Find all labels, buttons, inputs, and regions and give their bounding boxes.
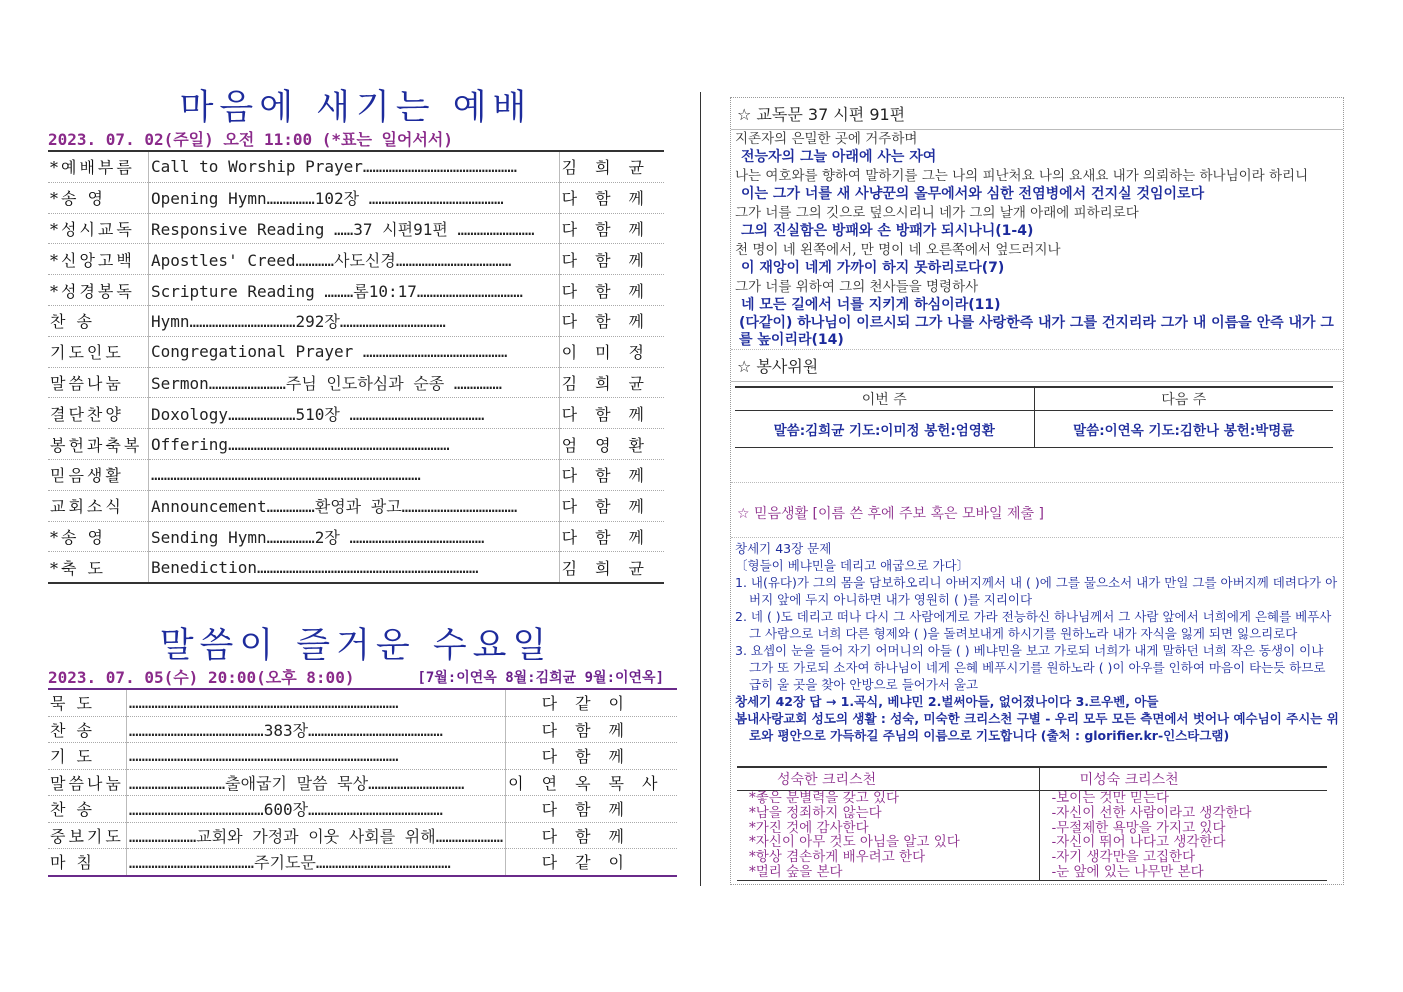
sunday-order-table [48,150,664,584]
wednesday-date: 2023. 07. 05(수) 20:00(오후 8:00) [48,668,355,688]
immature-list [1039,791,1327,881]
congregation-line: 전능자의 그늘 아래에 사는 자여 [741,149,937,165]
christian-comparison-table [737,766,1327,881]
order-leader: 김희균 [561,158,662,178]
order-label: 말씀나눔 [48,769,126,796]
order-label: 중보기도 [48,822,126,849]
order-leader: 다함께 [561,281,662,301]
order-row [48,849,677,876]
order-label: 찬 송 [48,796,126,823]
quiz-subtitle: 〔형들이 베냐민을 데리고 애굽으로 가다〕 [735,558,970,573]
order-label: *성시교독 [48,213,149,244]
order-label: *송 영 [48,182,149,213]
mature-trait: *가진 것에 감사한다 [749,819,869,836]
immature-trait: -무절제한 욕망을 가지고 있다 [1051,819,1226,836]
order-item: Opening Hymn……………102장 …………………………………… [149,182,560,213]
order-leader: 다함께 [541,800,642,820]
order-row [48,459,664,490]
sunday-date: 2023. 07. 02(주일) 오전 11:00 (*표는 일어서서) [48,130,454,149]
order-leader: 다같이 [541,853,642,873]
order-row [48,521,664,552]
order-item: Congregational Prayer ……………………………………… [149,336,560,367]
church-prayer: 봄내사랑교회 성도의 생활 : 성숙, 미숙한 크리스천 구별 - 우리 모두 모든 측면에서 벗어나 예수님이 주시는 위로와 평안으로 가득하길 주님의 이름으로 기도합니다 (출처 : glorifier.kr-인스타그램) [735,711,1339,743]
faith-heading: ☆ 믿음생활 [이름 쓴 후에 주보 혹은 모바일 제출 ] [731,482,1343,538]
order-leader: 이연옥목사 [508,773,676,793]
leader-line: 그가 너를 그의 깃으로 덮으시리니 네가 그의 날개 아래에 피하리로다 [735,205,1139,221]
responsive-heading: ☆ 교독문 37 시편 91편 [731,98,1343,130]
right-panel [730,97,1344,885]
order-label: 묵 도 [48,689,126,716]
immature-trait: -자신이 선한 사람이라고 생각한다 [1051,804,1252,821]
order-item: Hymn……………………………292장…………………………… [149,305,560,336]
mature-trait: *좋은 분별력을 갖고 있다 [749,790,900,806]
order-leader: 다함께 [541,720,642,740]
congregation-line: 네 모든 길에서 너를 지키게 하심이라(11) [741,297,1001,313]
next-week-names: 말씀:이연옥 기도:김한나 봉헌:박명륜 [1034,411,1333,448]
immature-trait: -눈 앞에 있는 나무만 본다 [1051,863,1204,880]
order-label: 마 침 [48,849,126,876]
order-item: Responsive Reading ……37 시편91편 …………………… [149,213,560,244]
order-leader: 다함께 [561,189,662,209]
quiz-question-1: 1. 내(유다)가 그의 몸을 담보하오리니 아버지께서 내 ( )에 그를 물으소서 내가 만일 그를 아버지께 데려다가 아버지 앞에 두지 아니하면 내가 영원히 ( )를 지리이다 [735,575,1338,607]
order-item: …………………………출애굽기 말씀 묵상………………………… [126,769,505,796]
immature-trait: -자신이 뛰어 나다고 생각한다 [1051,834,1226,851]
order-label: 믿음생활 [48,459,149,490]
order-item: Scripture Reading ………롬10:17…………………………… [149,275,560,306]
order-leader: 다함께 [541,747,642,767]
order-item: Call to Worship Prayer………………………………………… [149,151,560,182]
mature-list [737,791,1039,881]
mature-trait: *남을 정죄하지 않는다 [749,804,882,821]
order-label: 결단찬양 [48,398,149,429]
order-row [48,822,677,849]
order-item: Sending Hymn……………2장 …………………………………… [149,521,560,552]
order-label: 교회소식 [48,490,149,521]
order-leader: 김희균 [561,373,662,393]
order-row [48,275,664,306]
leader-line: 그가 너를 위하여 그의 천사들을 명령하사 [735,279,979,295]
congregation-line: (다같이) 하나님이 이르시되 그가 나를 사랑한즉 내가 그를 건지리라 그가 내 이름을 안즉 내가 그를 높이리라(14) [739,315,1334,348]
wednesday-schedule: [7월:이연옥 8월:김희균 9월:이연옥] [417,670,664,687]
sunday-title: 마음에 새기는 예배 [179,88,533,128]
order-label: *송 영 [48,521,149,552]
this-week-header: 이번 주 [735,387,1034,411]
immature-header: 미성숙 크리스천 [1039,767,1327,791]
order-label: 찬 송 [48,716,126,743]
responsive-reading [731,130,1343,349]
order-leader: 다함께 [561,466,662,486]
wednesday-date-line [48,668,664,688]
order-row [48,490,664,521]
order-item: …………………교회와 가정과 이웃 사회를 위해………………… [126,822,505,849]
order-row [48,689,677,716]
order-row [48,716,677,743]
left-column [48,86,676,877]
order-label: *예배부름 [48,151,149,182]
immature-trait: -자기 생각만을 고집한다 [1051,849,1196,866]
order-item: ………………………………………………………………………… [126,743,505,770]
order-item: Benediction…………………………………………………………… [149,552,560,583]
column-divider [700,92,701,886]
order-row [48,305,664,336]
quiz-question-3: 3. 요셉이 눈을 들어 자기 어머니의 아들 ( ) 베냐민을 보고 가로되 너희가 내게 말하던 너희 작은 동생이 이냐 그가 또 가로되 소자여 하나님이 네게 은혜 베푸시기를 원하노라 ( )이 아우를 인하여 마음이 타는듯 하므로 급히 울 곳을 찾아 안방으로 들어가서 울고 [735,643,1326,692]
order-leader: 다같이 [541,694,642,714]
order-label: *성경봉독 [48,275,149,306]
mature-trait: *자신이 아무 것도 아님을 알고 있다 [749,834,960,851]
order-leader: 엄영환 [561,435,662,455]
congregation-line: 이 재앙이 네게 가까이 하지 못하리로다(7) [741,260,1005,276]
leader-line: 나는 여호와를 향하여 말하기를 그는 나의 피난처요 나의 요새요 내가 의뢰하는 하나님이라 하리니 [735,168,1309,184]
order-leader: 이미정 [561,343,662,363]
order-label: 말씀나눔 [48,367,149,398]
mature-trait: *항상 겸손하게 배우려고 한다 [749,849,926,866]
order-row [48,743,677,770]
order-leader: 다함께 [561,312,662,332]
congregation-line: 이는 그가 너를 새 사냥꾼의 올무에서와 심한 전염병에서 건지실 것임이로다 [741,186,1205,202]
order-row [48,398,664,429]
order-item: Doxology…………………510장 …………………………………… [149,398,560,429]
order-item: Apostles' Creed…………사도신경……………………………… [149,244,560,275]
congregation-line: 그의 진실함은 방패와 손 방패가 되시나니(1-4) [741,223,1034,239]
quiz-title: 창세기 43장 문제 [735,541,832,556]
order-row [48,796,677,823]
order-item: ……………………………………383장…………………………………… [126,716,505,743]
order-item: ……………………………………600장…………………………………… [126,796,505,823]
order-leader: 다함께 [561,404,662,424]
next-week-header: 다음 주 [1034,387,1333,411]
order-item: …………………………………주기도문…………………………………… [126,849,505,876]
quiz-answer: 창세기 42장 답 → 1.곡식, 베냐민 2.벌써아들, 없어졌나이다 3.르우벤, 아들 [735,694,1159,709]
order-label: 찬 송 [48,305,149,336]
order-row [48,336,664,367]
order-label: 기도인도 [48,336,149,367]
service-table [735,386,1333,448]
leader-line: 지존자의 은밀한 곳에 거주하며 [735,131,918,147]
order-leader: 다함께 [561,250,662,270]
order-leader: 김희균 [561,558,662,578]
quiz-section [731,538,1343,744]
order-label: *신앙고백 [48,244,149,275]
order-label: 기 도 [48,743,126,770]
order-row [48,244,664,275]
order-row [48,429,664,460]
order-row [48,367,664,398]
order-label: *축 도 [48,552,149,583]
order-row [48,182,664,213]
mature-trait: *멀리 숲을 본다 [749,863,843,880]
leader-line: 천 명이 네 왼쪽에서, 만 명이 네 오른쪽에서 엎드러지나 [735,242,1061,258]
order-label: 봉헌과축복 [48,429,149,460]
order-leader: 다함께 [541,826,642,846]
order-row [48,769,677,796]
mature-header: 성숙한 크리스천 [737,767,1039,791]
order-leader: 다함께 [561,497,662,517]
quiz-question-2: 2. 네 ( )도 데리고 떠나 다시 그 사람에게로 가라 전능하신 하나님께서 그 사람 앞에서 너희에게 은혜를 베푸사 그 사람으로 너희 다른 형제와 ( )을 돌려보내게 하시기를 원하노라 내가 자식을 잃게 되면 잃으리로다 [735,609,1332,641]
immature-trait: -보이는 것만 믿는다 [1051,790,1170,806]
order-item: ………………………………………………………………………… [126,689,505,716]
order-item: Sermon……………………주님 인도하심과 순종 …………… [149,367,560,398]
order-item: Offering…………………………………………………………… [149,429,560,460]
order-item: Announcement……………환영과 광고……………………………… [149,490,560,521]
order-row [48,151,664,182]
this-week-names: 말씀:김희균 기도:이미정 봉헌:엄영환 [735,411,1034,448]
wednesday-order-table [48,688,677,877]
order-leader: 다함께 [561,527,662,547]
order-row [48,552,664,583]
order-item: ………………………………………………………………………… [149,459,560,490]
order-leader: 다함께 [561,219,662,239]
wednesday-title: 말씀이 즐거운 수요일 [159,626,553,667]
order-row [48,213,664,244]
service-heading: ☆ 봉사위원 [731,349,1343,382]
